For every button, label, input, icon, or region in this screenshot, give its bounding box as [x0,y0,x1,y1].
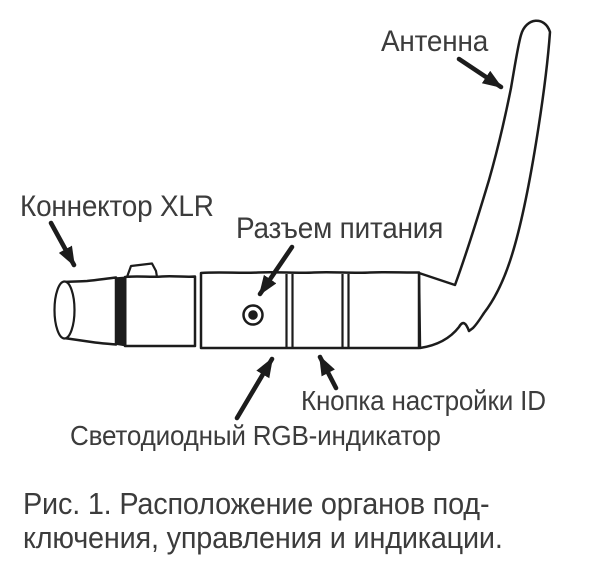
xlr-rear-housing [125,276,195,346]
caption-line-2: ключения, управления и индикации. [23,520,503,555]
id-button-arrow [320,357,336,388]
antenna-arrow [459,59,501,87]
label-rgb-led: Светодиодный RGB-индикатор [70,420,441,451]
antenna-outline [419,21,550,348]
label-id-button: Кнопка настройки ID [301,385,546,416]
power-connector-pin [249,311,258,320]
label-power-connector: Разъем питания [236,212,444,245]
label-xlr-connector: Коннектор XLR [20,190,214,223]
label-antenna: Антенна [381,25,489,58]
xlr-latch-tab [127,264,157,278]
caption-line-1: Рис. 1. Расположение органов под- [23,486,490,521]
device-main-body [201,272,419,348]
xlr-connector-arrow [51,223,74,265]
xlr-front-rim [55,282,75,339]
figure-caption [23,487,503,555]
led-indicator-arrow [237,359,272,418]
